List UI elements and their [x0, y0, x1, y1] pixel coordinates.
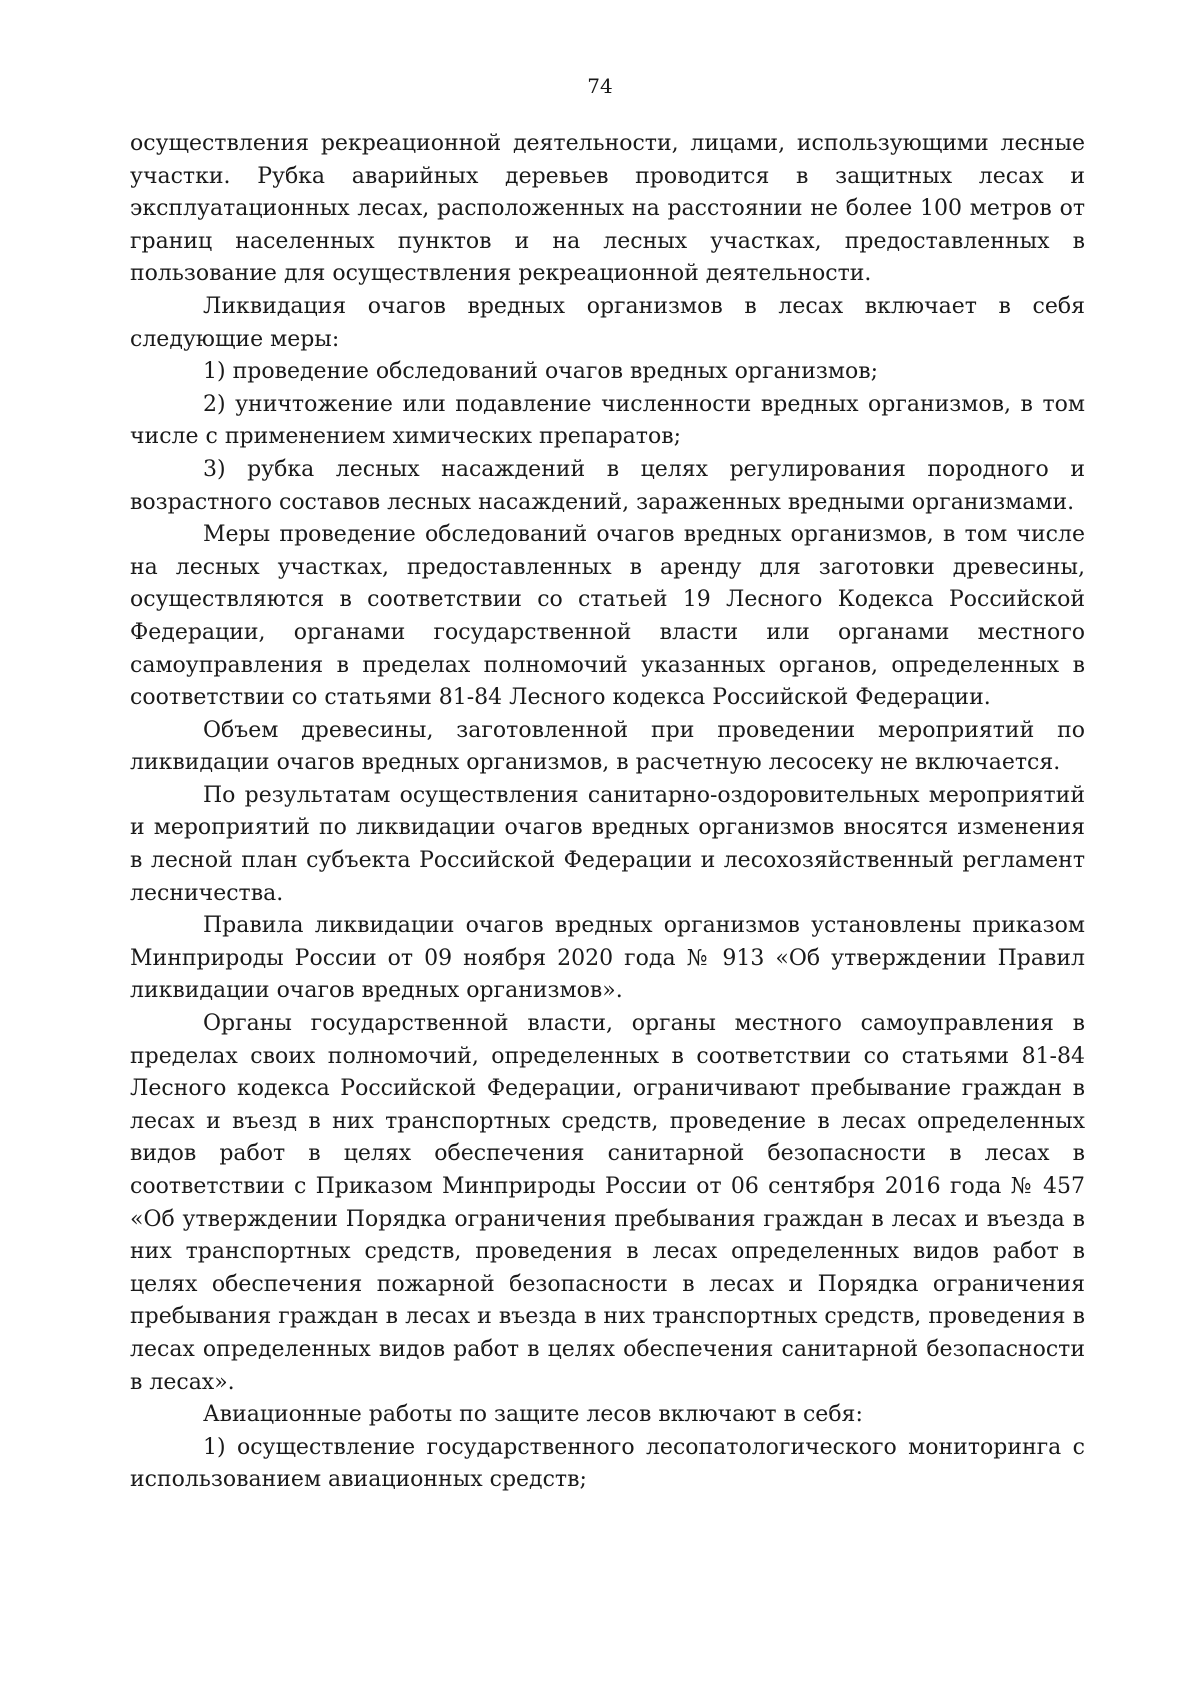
paragraph: Объем древесины, заготовленной при проведении мероприятий по ликвидации очагов вредных организмов, в расчетную лесосеку не включается. [130, 717, 1085, 776]
paragraph: Правила ликвидации очагов вредных организмов установлены приказом Минприроды России от 09 ноября 2020 года № 913 «Об утверждении Правил ликвидации очагов вредных организмов». [130, 913, 1085, 1004]
paragraph: По результатам осуществления санитарно-оздоровительных мероприятий и мероприятий по ликвидации очагов вредных организмов вносятся изменения в лесной план субъекта Российской Федерации и лесохозяйственный регламент лесничества. [130, 782, 1085, 906]
list-item: 3) рубка лесных насаждений в целях регулирования породного и возрастного составов лесных насаждений, зараженных вредными организмами. [130, 456, 1085, 515]
paragraph: Авиационные работы по защите лесов включают в себя: [203, 1402, 863, 1428]
list-item: 1) проведение обследований очагов вредных организмов; [203, 359, 879, 385]
paragraph: Ликвидация очагов вредных организмов в лесах включает в себя следующие меры: [130, 293, 1085, 352]
paragraph: Органы государственной власти, органы местного самоуправления в пределах своих полномочий, определенных в соответствии со статьями 81-84 Лесного кодекса Российской Федерации, ограничивают пребывание граждан в лесах и въезд в них транспортных средств, проведение в лесах определенных видов работ в целях обеспечения санитарной безопасности в лесах в соответствии с Приказом Минприроды России от 06 сентября 2016 года № 457 «Об утверждении Порядка ограничения пребывания граждан в лесах и въезда в них транспортных средств, проведения в лесах определенных видов работ в целях обеспечения пожарной безопасности в лесах и Порядка ограничения пребывания граждан в лесах и въезда в них транспортных средств, проведения в лесах определенных видов работ в целях обеспечения санитарной безопасности в лесах». [130, 1011, 1085, 1395]
paragraph: осуществления рекреационной деятельности, лицами, использующими лесные участки. Рубка аварийных деревьев проводится в защитных лесах и эксплуатационных лесах, расположенных на расстоянии не более 100 метров от границ населенных пунктов и на лесных участках, предоставленных в пользование для осуществления рекреационной деятельности. [130, 131, 1085, 287]
document-body [130, 128, 1085, 1497]
list-item: 2) уничтожение или подавление численности вредных организмов, в том числе с применением химических препаратов; [130, 391, 1085, 450]
page-number: 74 [587, 74, 613, 98]
list-item: 1) осуществление государственного лесопатологического мониторинга с использованием авиационных средств; [130, 1434, 1085, 1493]
paragraph: Меры проведение обследований очагов вредных организмов, в том числе на лесных участках, предоставленных в аренду для заготовки древесины, осуществляются в соответствии со статьей 19 Лесного Кодекса Российской Федерации, органами государственной власти или органами местного самоуправления в пределах полномочий указанных органов, определенных в соответствии со статьями 81-84 Лесного кодекса Российской Федерации. [130, 522, 1085, 711]
